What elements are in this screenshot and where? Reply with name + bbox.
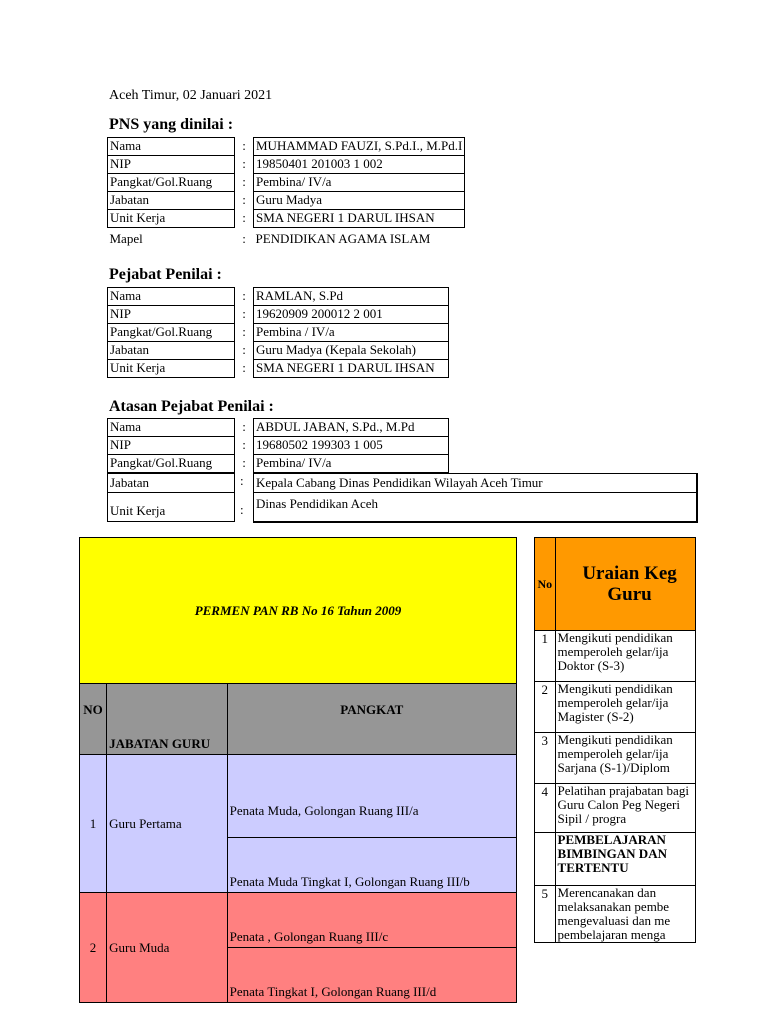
field-label: Jabatan (108, 342, 235, 360)
field-value: Pembina / IV/a (254, 324, 449, 342)
field-label: Nama (108, 288, 235, 306)
colon: : (242, 305, 246, 321)
uraian-row-no: 3 (535, 733, 556, 784)
pejabat-row (108, 288, 449, 306)
row-jabatan: Guru Muda (107, 893, 228, 1003)
pejabat-info-table (107, 287, 449, 378)
uraian-row-text: Merencanakan dan melaksanakan pembe mengevaluasi dan me pembelajaran menga (555, 886, 695, 943)
field-label: Jabatan (108, 192, 235, 210)
row-no: 2 (80, 893, 107, 1003)
field-value: Pembina/ IV/a (254, 455, 449, 473)
field-value: RAMLAN, S.Pd (254, 288, 449, 306)
field-label: Pangkat/Gol.Ruang (108, 174, 235, 192)
pns-row (108, 228, 465, 249)
field-label: NIP (108, 437, 235, 455)
uraian-header-no: No (535, 538, 556, 631)
row-no: 1 (80, 755, 107, 893)
atasan-row (108, 437, 449, 455)
pns-row (108, 210, 465, 228)
field-value: SMA NEGERI 1 DARUL IHSAN (254, 210, 465, 228)
field-value: SMA NEGERI 1 DARUL IHSAN (254, 360, 449, 378)
colon: : (242, 209, 246, 225)
uraian-row-text: Mengikuti pendidikan memperoleh gelar/ija Magister (S-2) (555, 682, 695, 733)
pejabat-heading: Pejabat Penilai : (109, 266, 222, 283)
permen-banner: PERMEN PAN RB No 16 Tahun 2009 (80, 538, 517, 684)
field-value: MUHAMMAD FAUZI, S.Pd.I., M.Pd.I (254, 138, 465, 156)
colon: : (242, 191, 246, 207)
colon: : (242, 155, 246, 171)
row-pangkat: Penata Muda, Golongan Ruang III/a (227, 755, 516, 838)
row-pangkat: Penata , Golongan Ruang III/c (227, 893, 516, 948)
row-pangkat: Penata Muda Tingkat I, Golongan Ruang III/b (227, 838, 516, 893)
uraian-section-title: PEMBELAJARAN BIMBINGAN DAN TERTENTU (555, 833, 695, 886)
colon: : (242, 454, 246, 470)
uraian-table-clip (534, 530, 696, 960)
uraian-row-text: Pelatihan prajabatan bagi Guru Calon Peg Negeri Sipil / progra (555, 784, 695, 833)
date-line: Aceh Timur, 02 Januari 2021 (109, 88, 273, 103)
colon: : (242, 436, 246, 452)
header-jabatan: JABATAN GURU (107, 684, 228, 755)
atasan-row (108, 455, 449, 473)
atasan-row (108, 419, 449, 437)
uraian-row-no: 2 (535, 682, 556, 733)
field-label: Unit Kerja (108, 360, 235, 378)
field-label: Pangkat/Gol.Ruang (108, 455, 235, 473)
field-label: Jabatan (107, 473, 235, 493)
uraian-table (534, 537, 696, 943)
field-value: Dinas Pendidikan Aceh (253, 492, 698, 523)
uraian-header-title (555, 538, 695, 631)
row-jabatan: Guru Pertama (107, 755, 228, 893)
pns-row (108, 174, 465, 192)
field-value: Guru Madya (254, 192, 465, 210)
field-label: Mapel (109, 231, 143, 246)
uraian-row-no: 1 (535, 631, 556, 682)
atasan-heading: Atasan Pejabat Penilai : (109, 398, 274, 415)
uraian-title-text: Uraian Keg Guru (582, 563, 677, 605)
field-value: ABDUL JABAN, S.Pd., M.Pd (254, 419, 449, 437)
field-value: Guru Madya (Kepala Sekolah) (254, 342, 449, 360)
uraian-row-no: 5 (535, 886, 556, 943)
field-label: Unit Kerja (110, 503, 166, 518)
pns-row (108, 192, 465, 210)
field-label: Pangkat/Gol.Ruang (108, 324, 235, 342)
pns-row (108, 138, 465, 156)
row-pangkat: Penata Tingkat I, Golongan Ruang III/d (227, 948, 516, 1003)
field-label: NIP (108, 306, 235, 324)
field-value: Pembina/ IV/a (254, 174, 465, 192)
atasan-info-table (107, 418, 449, 473)
uraian-row-text: Mengikuti pendidikan memperoleh gelar/ija Doktor (S-3) (555, 631, 695, 682)
pns-info-table (107, 137, 465, 248)
field-label: Unit Kerja (108, 210, 235, 228)
header-pangkat: PANGKAT (227, 684, 516, 755)
unit-kerja-label-cell (107, 492, 235, 522)
colon: : (242, 323, 246, 339)
pejabat-row (108, 360, 449, 378)
colon: : (242, 287, 246, 303)
pns-heading: PNS yang dinilai : (109, 116, 234, 133)
field-value: 19620909 200012 2 001 (254, 306, 449, 324)
pejabat-row (108, 342, 449, 360)
colon: : (240, 473, 244, 488)
pns-row (108, 156, 465, 174)
uraian-row-no: 4 (535, 784, 556, 833)
field-value: PENDIDIKAN AGAMA ISLAM (255, 231, 431, 246)
field-value: Kepala Cabang Dinas Pendidikan Wilayah Aceh Timur (253, 473, 698, 493)
colon: : (240, 502, 244, 517)
uraian-row-no (535, 833, 556, 886)
field-label: NIP (108, 156, 235, 174)
pejabat-row (108, 306, 449, 324)
colon: : (242, 418, 246, 434)
colon: : (242, 341, 246, 357)
permen-table (79, 537, 517, 1003)
colon: : (242, 230, 246, 246)
field-label: Nama (108, 419, 235, 437)
pejabat-row (108, 324, 449, 342)
field-label: Nama (108, 138, 235, 156)
colon: : (242, 137, 246, 153)
colon: : (242, 359, 246, 375)
colon: : (242, 173, 246, 189)
field-value: 19850401 201003 1 002 (254, 156, 465, 174)
header-no: NO (80, 684, 107, 755)
uraian-row-text: Mengikuti pendidikan memperoleh gelar/ija Sarjana (S-1)/Diplom (555, 733, 695, 784)
field-value: 19680502 199303 1 005 (254, 437, 449, 455)
